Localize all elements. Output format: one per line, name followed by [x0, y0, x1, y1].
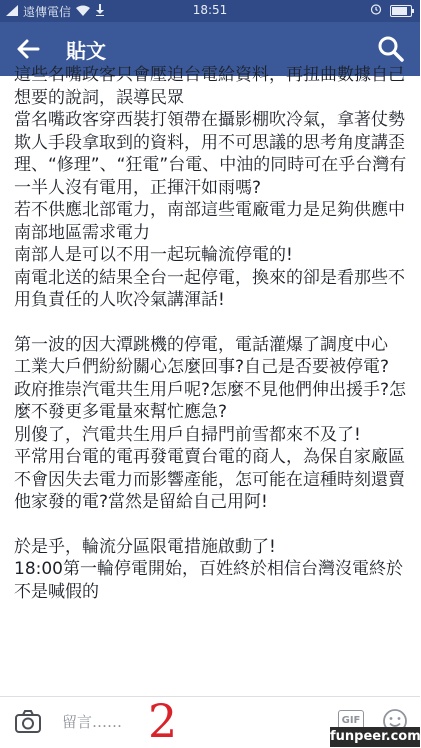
- camera-icon[interactable]: [14, 709, 42, 735]
- arrow-left-icon[interactable]: [14, 35, 42, 63]
- carrier-name: 遠傳電信: [23, 5, 72, 19]
- post-paragraph: 第一波的因大潭跳機的停電，電話灌爆了調度中心: [14, 334, 388, 355]
- post-paragraph: 別傻了，汽電共生用戶自掃門前雪都來不及了!: [14, 424, 361, 445]
- search-icon[interactable]: [376, 34, 406, 64]
- status-bar: [0, 0, 420, 22]
- post-paragraph: 若不供應北部電力，南部這些電廠電力是足夠供應中南部地區需求電力: [14, 200, 405, 243]
- handwritten-number: 2: [148, 694, 178, 748]
- post-paragraph: 平常用台電的電再發電賣台電的商人，為保自家廠區不會因失去電力而影響產能，怎可能在這種時刻還賣他家發的電?當然是留給自己用阿!: [14, 447, 405, 512]
- paragraph-gap: [14, 312, 410, 334]
- battery-icon: [390, 5, 412, 17]
- post-paragraph: 這些名嘴政客只會壓迫台電給資料，再扭曲數據自己想要的說詞，誤導民眾: [14, 65, 405, 108]
- battery-level: [392, 7, 407, 15]
- post-paragraph: 工業大戶們紛紛關心怎麼回事?自己是否要被停電?: [14, 357, 390, 377]
- post-body: [14, 64, 410, 603]
- post-paragraph: 18:00第一輪停電開始，百姓終於相信台灣沒電終於不是喊假的: [14, 559, 403, 602]
- post-paragraph: 當名嘴政客穿西裝打領帶在攝影棚吹冷氣，拿著仗勢欺人手段拿取到的資料，用不可思議的思考角度講歪理、“修理”、“狂電”台電、中油的同時可在乎台灣有一半人沒有電用，正揮汗如雨嗎?: [14, 110, 407, 198]
- page-title: 貼文: [66, 39, 106, 63]
- post-paragraph: 南電北送的結果全台一起停電，換來的卻是看那些不用負責任的人吹冷氣講渾話!: [14, 267, 405, 310]
- alarm-icon: [370, 3, 382, 18]
- gif-button[interactable]: GIF: [338, 710, 364, 732]
- paragraph-gap: [14, 514, 410, 536]
- post-paragraph: 於是乎，輪流分區限電措施啟動了!: [14, 536, 276, 557]
- post-content: [0, 65, 420, 696]
- status-time: 18:51: [192, 3, 228, 17]
- status-right: [370, 3, 412, 18]
- watermark: funpeer.com: [330, 727, 420, 747]
- post-paragraph: 南部人是可以不用一起玩輪流停電的!: [14, 245, 293, 265]
- post-paragraph: 政府推崇汽電共生用戶呢?怎麼不見他們伸出援手?怎麼不發更多電量來幫忙應急?: [14, 379, 407, 422]
